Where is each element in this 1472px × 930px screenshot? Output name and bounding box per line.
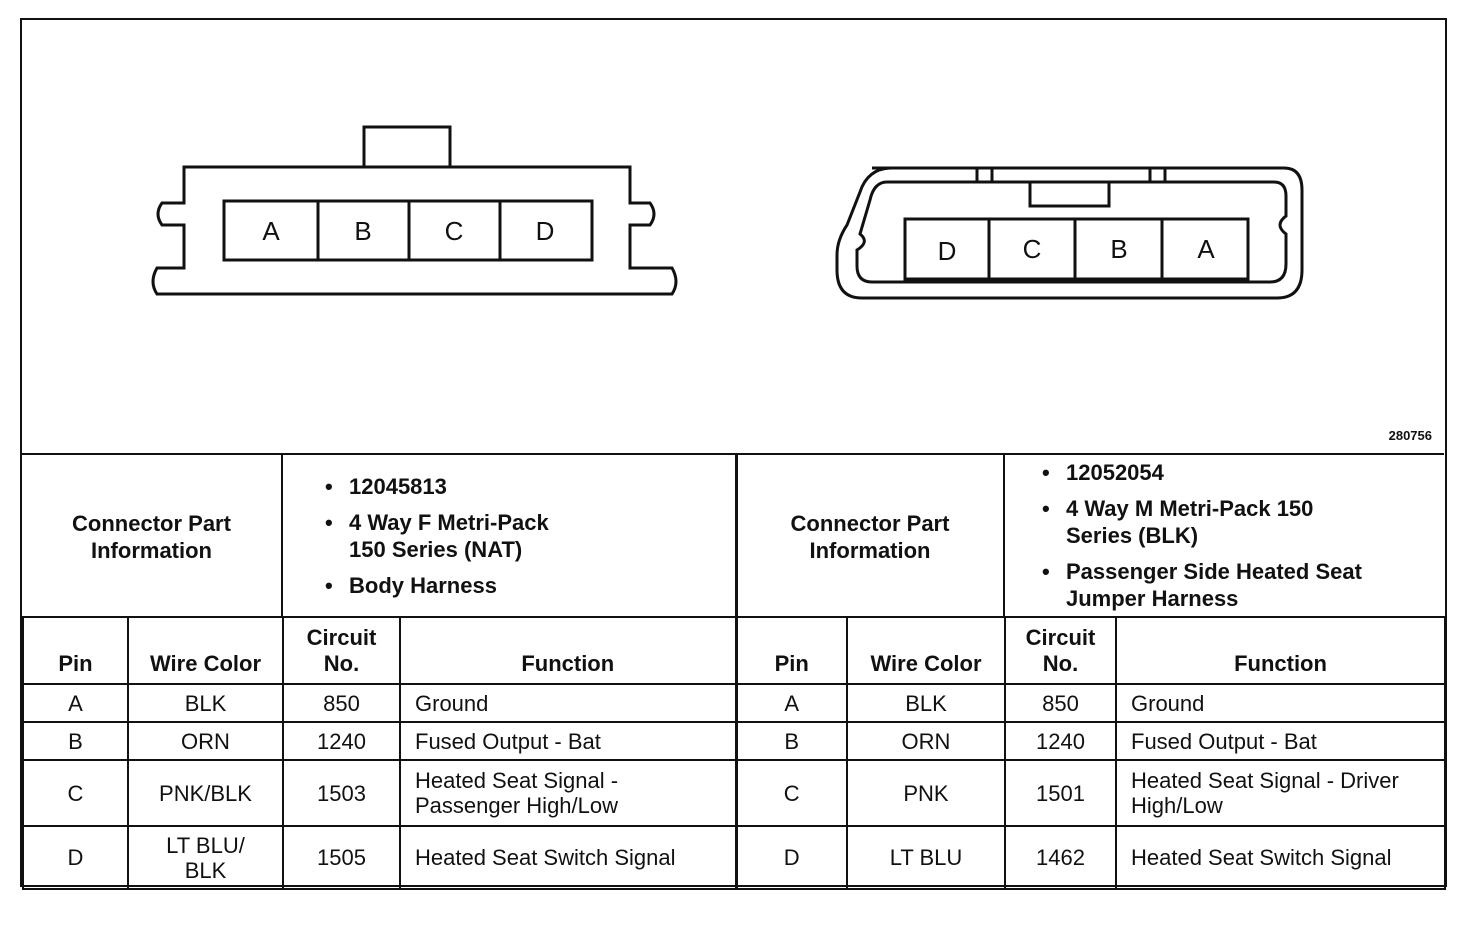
figure-id: 280756 [1388,428,1432,443]
function-cell: Heated Seat Signal - Passenger High/Low [400,760,736,826]
function-cell: Heated Seat Switch Signal [400,826,736,889]
function-header: Function [1116,617,1445,684]
wire-color-header: Wire Color [128,617,283,684]
wire-color-cell: BLK [847,684,1005,722]
wire-color-header: Wire Color [847,617,1005,684]
circuit-cell: 1462 [1005,826,1116,889]
function-header: Function [400,617,736,684]
left-pin-d-label: D [535,216,555,246]
right-part-number: • 12052054 [1042,459,1442,486]
table-row [23,826,1445,889]
left-part-number: • 12045813 [325,473,725,500]
wire-color-cell: PNK [847,760,1005,826]
right-info-list [1042,459,1442,621]
connector-drawing [22,20,1444,453]
pin-cell: B [23,722,128,760]
circuit-cell: 1240 [1005,722,1116,760]
function-cell: Ground [400,684,736,722]
function-cell: Fused Output - Bat [1116,722,1445,760]
circuit-cell: 1240 [283,722,400,760]
circuit-cell: 850 [283,684,400,722]
circuit-cell: 1503 [283,760,400,826]
right-pin-c-label: C [1022,234,1042,264]
connector-part-info-row [22,453,1444,616]
pin-cell: B [736,722,847,760]
wire-color-cell: PNK/BLK [128,760,283,826]
left-connector-body [153,127,676,294]
wire-color-cell: LT BLU [847,826,1005,889]
pinout-table [22,616,1446,890]
right-terminal-type: • 4 Way M Metri-Pack 150 Series (BLK) [1042,495,1316,549]
right-info-label: Connector Part Information [790,510,950,563]
left-harness: • Body Harness [325,572,725,599]
pin-cell: D [736,826,847,889]
function-cell: Fused Output - Bat [400,722,736,760]
left-info-list [325,473,725,608]
wire-color-cell: ORN [847,722,1005,760]
table-row [23,684,1445,722]
function-cell: Ground [1116,684,1445,722]
connector-illustration [22,20,1444,453]
pin-cell: C [736,760,847,826]
wire-color-cell: ORN [128,722,283,760]
connector-diagram-frame [20,18,1447,887]
table-row [23,722,1445,760]
left-info-label: Connector Part Information [72,510,231,563]
pin-header: Pin [23,617,128,684]
left-pin-b-label: B [354,216,372,246]
right-pin-b-label: B [1110,234,1128,264]
pin-cell: A [23,684,128,722]
pin-cell: C [23,760,128,826]
circuit-cell: 1501 [1005,760,1116,826]
right-connector-body [837,168,1302,298]
wire-color-cell: LT BLU/ BLK [128,826,283,889]
pin-cell: D [23,826,128,889]
table-header-row [23,617,1445,684]
table-row [23,760,1445,826]
right-pin-d-label: D [937,236,957,266]
circuit-header: Circuit No. [1005,617,1116,684]
right-pin-a-label: A [1197,234,1215,264]
left-pin-a-label: A [262,216,280,246]
pin-cell: A [736,684,847,722]
circuit-cell: 850 [1005,684,1116,722]
left-pin-c-label: C [444,216,464,246]
right-harness: • Passenger Side Heated Seat Jumper Harness [1042,558,1426,612]
function-cell: Heated Seat Switch Signal [1116,826,1445,889]
left-terminal-type: • 4 Way F Metri-Pack 150 Series (NAT) [325,509,589,563]
circuit-header: Circuit No. [283,617,400,684]
circuit-cell: 1505 [283,826,400,889]
function-cell: Heated Seat Signal - Driver High/Low [1116,760,1445,826]
pin-header: Pin [736,617,847,684]
wire-color-cell: BLK [128,684,283,722]
